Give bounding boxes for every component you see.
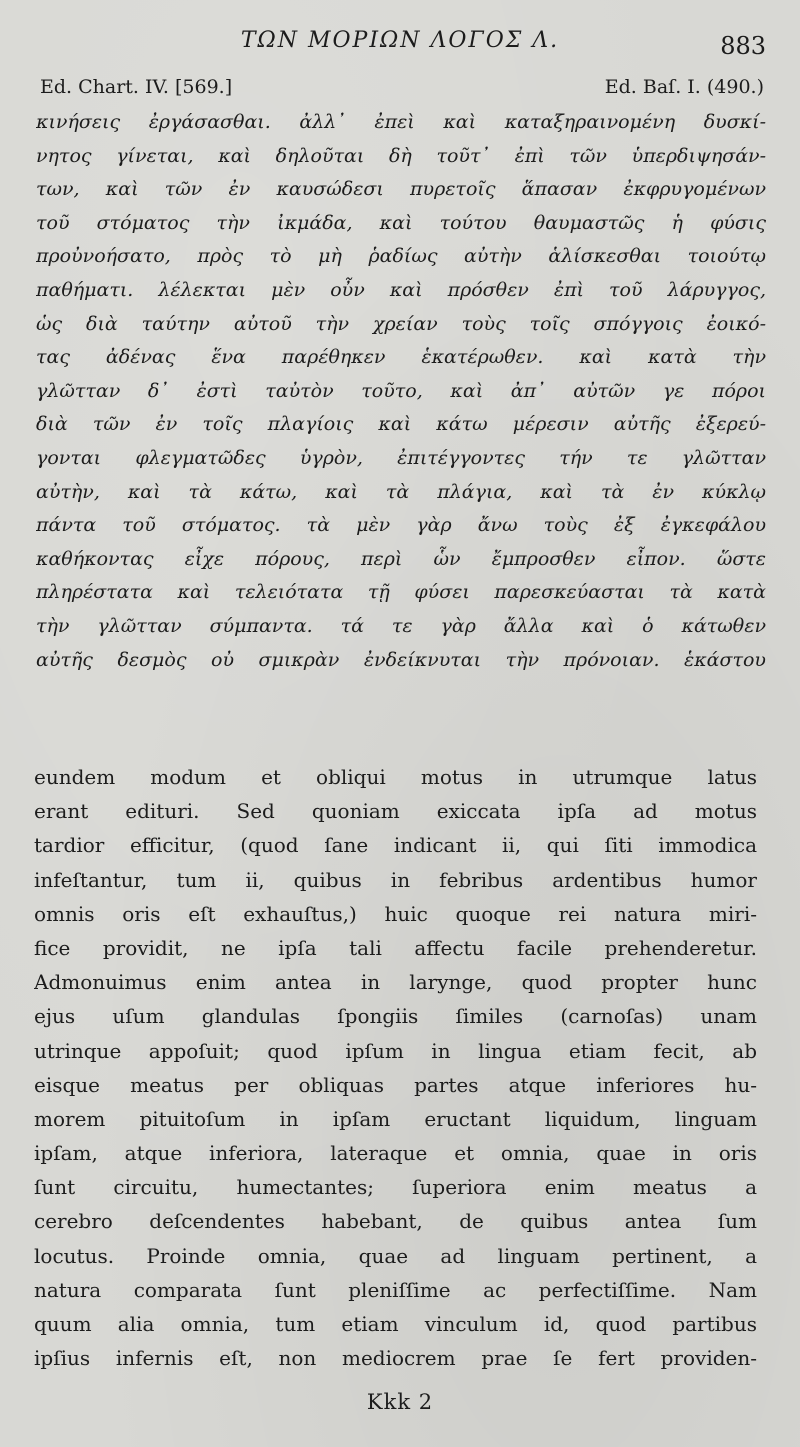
greek-line: ὡς διὰ ταύτην αὐτοῦ τὴν χρείαν τοὺς τοῖς σπόγγοις ἐοικό- [36,312,766,335]
latin-line: ejus uſum glandulas ſpongiis ſimiles (carnoſas) unam [34,1004,757,1029]
latin-line: ſunt circuitu, humectantes; ſuperiora enim meatus a [34,1175,757,1200]
running-title: ΤΩΝ ΜΟΡΙΩΝ ΛΟΓΟΣ Λ. [240,28,560,53]
greek-line: πάντα τοῦ στόματος. τὰ μὲν γὰρ ἄνω τοὺς ἐξ ἐγκεφάλου [36,514,766,537]
latin-line: Admonuimus enim antea in larynge, quod propter hunc [34,970,757,995]
greek-line: κινήσεις ἐργάσασθαι. ἀλλ᾽ ἐπεὶ καὶ καταξηραινομένη δυσκί- [36,111,766,133]
latin-line: fice providit, ne ipſa tali affectu facile prehenderetur. [34,935,757,960]
latin-line: tardior efficitur, (quod ſane indicant ii, qui ſiti immodica [34,833,757,858]
greek-line: παθήματι. λέλεκται μὲν οὖν καὶ πρόσθεν ἐπὶ τοῦ λάρυγγος, [36,278,766,301]
latin-line: natura comparata ſunt pleniſſime ac perfectiſſime. Nam [34,1277,757,1302]
greek-line: νητος γίνεται, καὶ δηλοῦται δὴ τοῦτ᾽ ἐπὶ τῶν ὑπερδιψησάν- [36,144,766,167]
printer-signature: Kkk 2 [366,1390,434,1414]
greek-line: γλῶτταν δ᾽ ἐστὶ ταὐτὸν τοῦτο, καὶ ἀπ᾽ αὐτῶν γε πόροι [36,379,766,402]
greek-line: τοῦ στόματος τὴν ἰκμάδα, καὶ τούτου θαυμαστῶς ἡ φύσις [36,211,766,234]
greek-text-block [36,106,766,677]
greek-line: αὐτῆς δεσμὸς οὐ σμικρὰν ἐνδείκνυται τὴν πρόνοιαν. ἑκάστου [36,648,766,671]
latin-line: utrinque appoſuit; quod ipſum in lingua etiam fecit, ab [34,1038,757,1063]
latin-line: eisque meatus per obliquas partes atque inferiores hu- [34,1072,757,1097]
latin-line: infeſtantur, tum ii, quibus in febribus ardentibus humor [34,867,757,892]
latin-line: cerebro deſcendentes habebant, de quibus antea ſum [34,1209,757,1234]
greek-line: τὴν γλῶτταν σύμπαντα. τά τε γὰρ ἄλλα καὶ ὁ κάτωθεν [36,614,766,637]
latin-line: ipſam, atque inferiora, lateraque et omnia, quae in oris [34,1141,757,1166]
edition-references [40,76,764,98]
latin-line: eundem modum et obliqui motus in utrumque latus [34,765,757,789]
edition-chartier: Ed. Chart. IV. [569.] [40,76,233,98]
latin-line: locutus. Proinde omnia, quae ad linguam pertinent, a [34,1243,757,1268]
greek-line: προὐνοήσατο, πρὸς τὸ μὴ ῥαδίως αὐτὴν ἁλίσκεσθαι τοιούτῳ [36,245,766,268]
edition-basel: Ed. Baſ. I. (490.) [604,76,764,98]
latin-line: morem pituitoſum in ipſam eructant liquidum, linguam [34,1106,757,1131]
greek-line: τας ἀδένας ἕνα παρέθηκεν ἑκατέρωθεν. καὶ κατὰ τὴν [36,346,766,369]
greek-line: πληρέστατα καὶ τελειότατα τῇ φύσει παρεσκεύασται τὰ κατὰ [36,581,766,604]
greek-line: διὰ τῶν ἐν τοῖς πλαγίοις καὶ κάτω μέρεσιν αὐτῆς ἐξερεύ- [36,413,766,436]
greek-line: γονται φλεγματῶδες ὑγρὸν, ἐπιτέγγοντες τήν τε γλῶτταν [36,446,766,469]
greek-line: αὐτὴν, καὶ τὰ κάτω, καὶ τὰ πλάγια, καὶ τὰ ἐν κύκλῳ [36,480,766,503]
page-number: 883 [720,32,766,60]
greek-line: καθήκοντας εἶχε πόρους, περὶ ὧν ἔμπροσθεν εἶπον. ὥστε [36,547,766,570]
latin-line: ipſius infernis eſt, non mediocrem prae ſe fert providen- [34,1346,757,1371]
latin-line: erant edituri. Sed quoniam exiccata ipſa ad motus [34,799,757,824]
greek-line: των, καὶ τῶν ἐν καυσώδεσι πυρετοῖς ἅπασαν ἐκφρυγομένων [36,178,766,201]
latin-text-block [34,760,757,1375]
latin-line: omnis oris eſt exhauſtus,) huic quoque rei natura miri- [34,901,757,926]
latin-line: quum alia omnia, tum etiam vinculum id, quod partibus [34,1312,757,1336]
